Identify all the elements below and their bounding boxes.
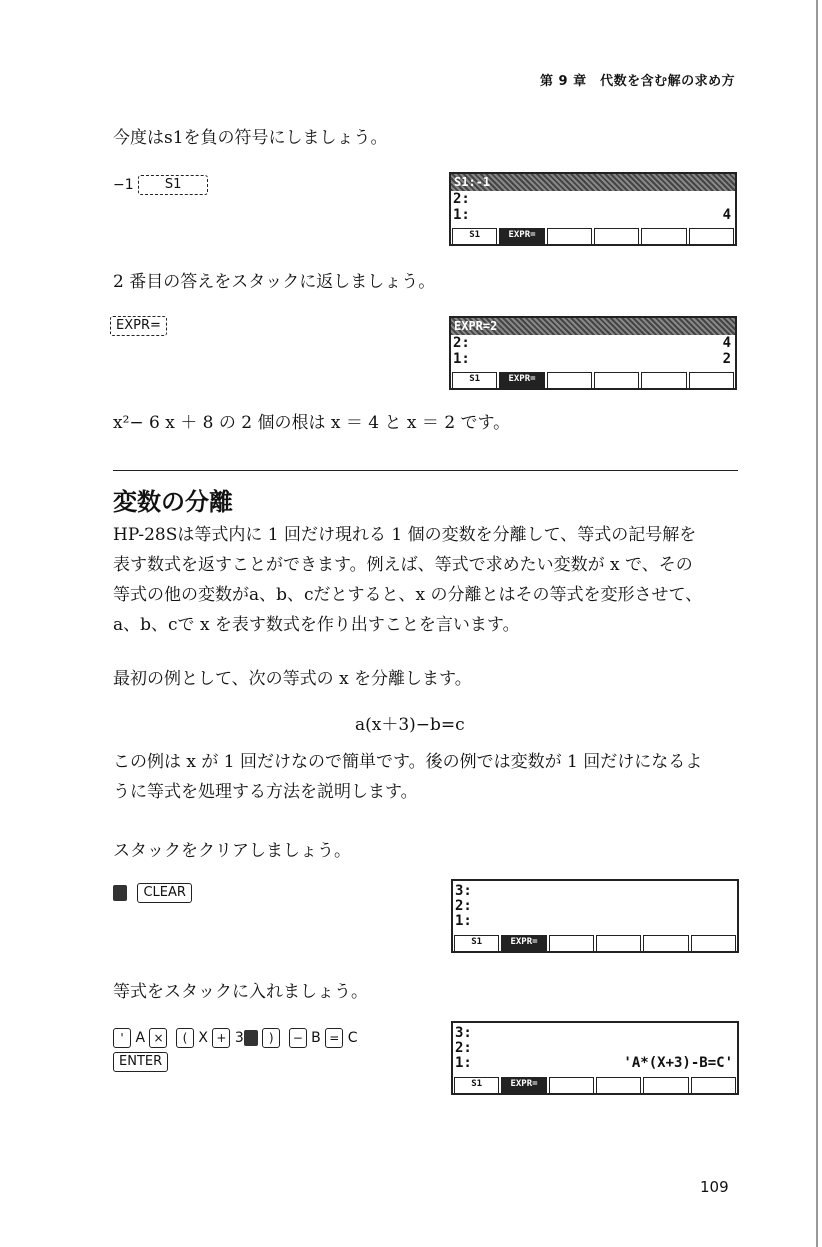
calculator-screen-1	[449, 172, 737, 246]
screen1-row1-value: 4	[722, 207, 731, 223]
plus-key[interactable]: +	[212, 1028, 230, 1048]
key-digit-3: 3	[234, 1030, 244, 1046]
step4-keys	[113, 1026, 357, 1074]
open-paren-key[interactable]: (	[176, 1028, 194, 1048]
step4-instruction: 等式をスタックに入れましょう。	[113, 982, 368, 1002]
calculator-screen-4	[451, 1021, 739, 1095]
screen3-menu-blank[interactable]	[549, 935, 594, 951]
chapter-header: 第 9 章 代数を含む解の求め方	[540, 74, 736, 89]
screen3-row3	[455, 884, 733, 898]
screen2-menu-blank[interactable]	[547, 372, 592, 388]
calculator-screen-3	[451, 879, 739, 953]
screen1-menu-blank[interactable]	[594, 228, 639, 244]
screen4-menu-blank[interactable]	[596, 1077, 641, 1093]
quote-key[interactable]: '	[113, 1028, 131, 1048]
screen3-menu	[453, 935, 737, 951]
screen4-menu-blank[interactable]	[549, 1077, 594, 1093]
para1-line: 等式の他の変数がa、b、cだとすると、x の分離とはその等式を変形させて、	[113, 585, 703, 605]
minus-key[interactable]: −	[289, 1028, 307, 1048]
screen4-row2	[455, 1041, 733, 1055]
s1-menu-key[interactable]: S1	[138, 175, 208, 195]
para3-line: この例は x が 1 回だけなので簡単です。後の例では変数が 1 回だけになるよ	[113, 752, 703, 772]
screen3-menu-blank[interactable]	[691, 935, 736, 951]
step2-instruction: 2 番目の答えをスタックに返しましょう。	[113, 272, 436, 292]
screen2-menu-blank[interactable]	[594, 372, 639, 388]
screen1-menu	[451, 228, 735, 244]
screen4-row3	[455, 1026, 733, 1040]
screen4-menu-s1[interactable]: S1	[454, 1077, 499, 1093]
screen3-row1-label: 1:	[455, 913, 472, 929]
screen4-row1	[455, 1056, 733, 1070]
screen1-row2-label: 2:	[453, 191, 470, 207]
screen1-menu-blank[interactable]	[641, 228, 686, 244]
screen4-menu-blank[interactable]	[643, 1077, 688, 1093]
screen2-menu-blank[interactable]	[641, 372, 686, 388]
screen2-row1-value: 2	[722, 351, 731, 367]
screen2-row2	[453, 336, 731, 350]
screen2-title: EXPR=2	[451, 318, 735, 335]
enter-key[interactable]: ENTER	[113, 1052, 168, 1072]
equals-key[interactable]: =	[325, 1028, 343, 1048]
screen3-row2	[455, 899, 733, 913]
screen2-menu-s1[interactable]: S1	[452, 372, 497, 388]
shift-key-icon[interactable]	[113, 885, 127, 901]
screen2-row2-label: 2:	[453, 335, 470, 351]
screen3-row2-label: 2:	[455, 898, 472, 914]
page-spine-edge	[816, 0, 818, 1247]
step1-instruction: 今度はs1を負の符号にしましょう。	[113, 128, 388, 148]
para1-line: HP-28Sは等式内に 1 回だけ現れる 1 個の変数を分離して、等式の記号解を	[113, 525, 697, 545]
section-paragraph-3	[113, 747, 702, 807]
section-title: 変数の分離	[113, 488, 233, 516]
screen2-row1	[453, 352, 731, 366]
screen2-menu	[451, 372, 735, 388]
screen1-row1-label: 1:	[453, 207, 470, 223]
key-letter-c: C	[347, 1030, 358, 1046]
screen4-row1-value: 'A*(X+3)-B=C'	[623, 1055, 733, 1071]
clear-key[interactable]: CLEAR	[137, 883, 191, 903]
example-equation: a(x＋3)−b=c	[355, 715, 465, 735]
screen1-row1	[453, 208, 731, 222]
screen2-row2-value: 4	[722, 335, 731, 351]
screen1-menu-blank[interactable]	[689, 228, 734, 244]
calculator-screen-2	[449, 316, 737, 390]
para1-line: a、b、cで x を表す数式を作り出すことを言います。	[113, 615, 520, 635]
multiply-key[interactable]: ×	[149, 1028, 167, 1048]
page-number: 109	[700, 1178, 729, 1196]
close-paren-key[interactable]: )	[262, 1028, 280, 1048]
section-paragraph-2: 最初の例として、次の等式の x を分離します。	[113, 669, 472, 689]
para3-line: うに等式を処理する方法を説明します。	[113, 782, 418, 802]
screen1-menu-expr[interactable]: EXPR=	[499, 228, 544, 244]
section-paragraph-1	[113, 520, 702, 640]
screen3-menu-blank[interactable]	[643, 935, 688, 951]
screen3-row1	[455, 914, 733, 928]
step3-instruction: スタックをクリアしましょう。	[113, 841, 351, 861]
screen3-menu-expr[interactable]: EXPR=	[501, 935, 546, 951]
key-letter-x: X	[198, 1030, 208, 1046]
expr-menu-key[interactable]: EXPR=	[110, 316, 167, 336]
screen4-row1-label: 1:	[455, 1055, 472, 1071]
screen4-row2-label: 2:	[455, 1040, 472, 1056]
key-letter-a: A	[135, 1030, 146, 1046]
screen1-menu-blank[interactable]	[547, 228, 592, 244]
screen1-menu-s1[interactable]: S1	[452, 228, 497, 244]
screen4-menu-expr[interactable]: EXPR=	[501, 1077, 546, 1093]
key-letter-b: B	[311, 1030, 321, 1046]
step4-key-sequence	[113, 1026, 357, 1050]
step1-keys	[113, 175, 208, 195]
screen3-row3-label: 3:	[455, 883, 472, 899]
screen4-menu	[453, 1077, 737, 1093]
section-divider	[113, 470, 738, 471]
step3-keys	[113, 883, 192, 903]
screen2-menu-blank[interactable]	[689, 372, 734, 388]
step2-keys	[110, 316, 167, 336]
screen4-menu-blank[interactable]	[691, 1077, 736, 1093]
roots-result: x²− 6 x ＋ 8 の 2 個の根は x ＝ 4 と x ＝ 2 です。	[113, 413, 511, 433]
screen1-title: S1:-1	[451, 174, 735, 191]
para1-line: 表す数式を返すことができます。例えば、等式で求めたい変数が x で、その	[113, 555, 693, 575]
screen2-menu-expr[interactable]: EXPR=	[499, 372, 544, 388]
screen4-row3-label: 3:	[455, 1025, 472, 1041]
screen2-row1-label: 1:	[453, 351, 470, 367]
screen1-row2	[453, 192, 731, 206]
screen3-menu-blank[interactable]	[596, 935, 641, 951]
shift-key-icon[interactable]	[244, 1030, 258, 1046]
screen3-menu-s1[interactable]: S1	[454, 935, 499, 951]
step1-prefix: −1	[113, 177, 134, 193]
